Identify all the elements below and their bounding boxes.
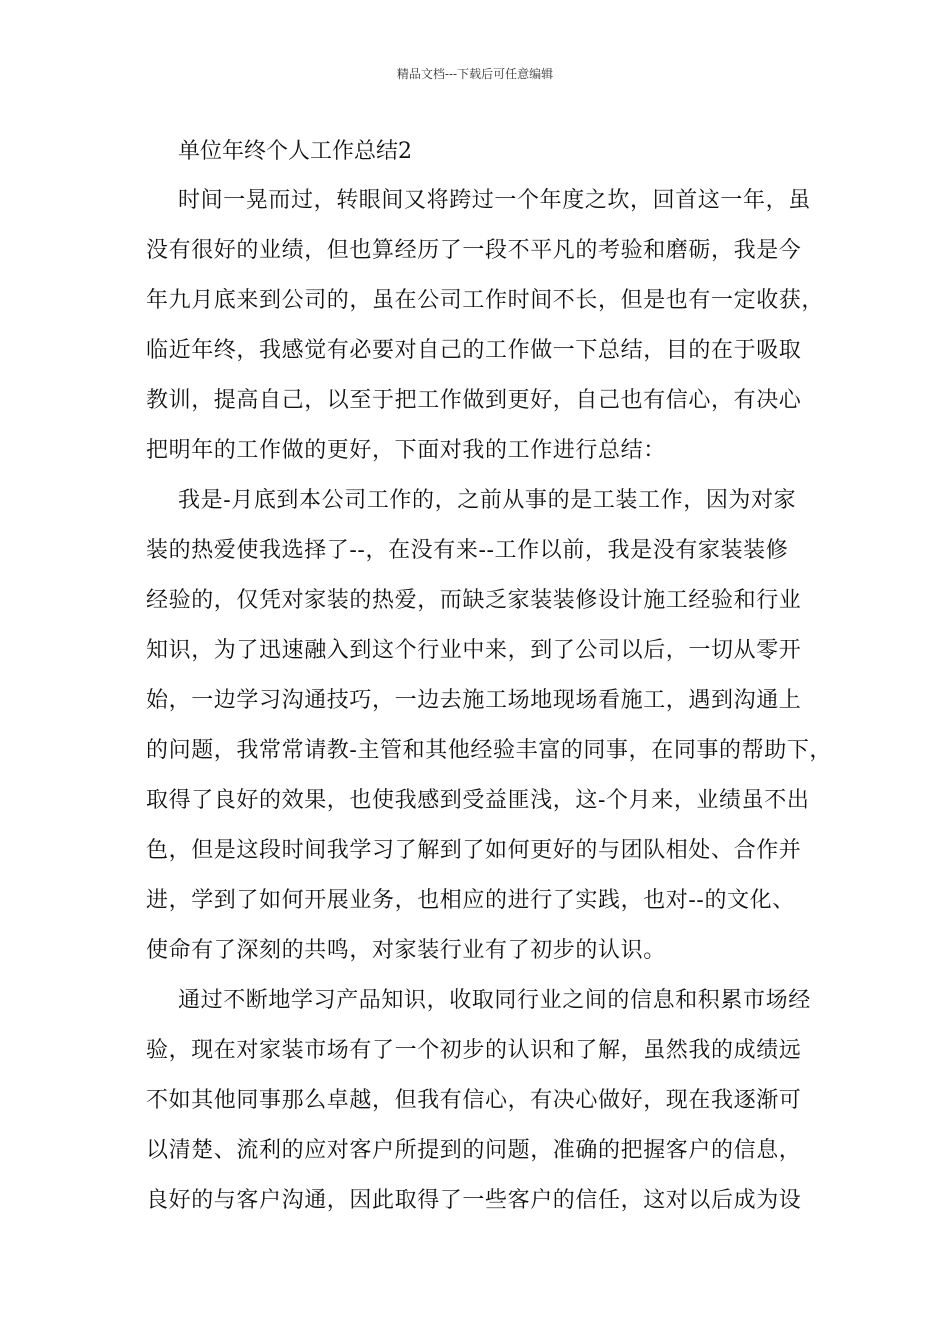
paragraph-3-line: 通过不断地学习产品知识，收取同行业之间的信息和积累市场经	[178, 988, 811, 1013]
paragraph-2-line: 进，学到了如何开展业务，也相应的进行了实践，也对--的文化、	[146, 888, 795, 913]
paragraph-2-line: 知识，为了迅速融入到这个行业中来，到了公司以后，一切从零开	[146, 638, 802, 663]
paragraph-3-line: 验，现在对家装市场有了一个初步的认识和了解，虽然我的成绩远	[146, 1038, 802, 1063]
paragraph-2-line: 我是-月底到本公司工作的，之前从事的是工装工作，因为对家	[178, 488, 797, 513]
page-header: 精品文档---下载后可任意编辑	[396, 67, 554, 81]
paragraph-1-line: 教训，提高自己，以至于把工作做到更好，自己也有信心，有决心	[146, 388, 802, 413]
paragraph-1-line: 年九月底来到公司的，虽在公司工作时间不长，但是也有一定收获，	[146, 288, 825, 313]
paragraph-3-line: 以清楚、流利的应对客户所提到的问题，准确的把握客户的信息，	[146, 1138, 802, 1163]
paragraph-2-line: 的问题，我常常请教-主管和其他经验丰富的同事，在同事的帮助下，	[146, 738, 833, 763]
paragraph-1-line: 临近年终，我感觉有必要对自己的工作做一下总结，目的在于吸取	[146, 338, 802, 363]
paragraph-2-line: 装的热爱使我选择了--，在没有来--工作以前，我是没有家装装修	[146, 538, 789, 563]
paragraph-1-line: 把明年的工作做的更好，下面对我的工作进行总结：	[146, 438, 666, 463]
paragraph-2-line: 取得了良好的效果，也使我感到受益匪浅，这-个月来，业绩虽不出	[146, 788, 810, 813]
paragraph-3-line: 良好的与客户沟通，因此取得了一些客户的信任，这对以后成为设	[146, 1188, 802, 1213]
paragraph-2-line: 使命有了深刻的共鸣，对家装行业有了初步的认识。	[146, 938, 666, 963]
paragraph-1-line: 时间一晃而过，转眼间又将跨过一个年度之坎，回首这一年，虽	[178, 188, 811, 213]
paragraph-1-line: 没有很好的业绩，但也算经历了一段不平凡的考验和磨砺，我是今	[146, 238, 802, 263]
paragraph-2-line: 始，一边学习沟通技巧，一边去施工场地现场看施工，遇到沟通上	[146, 688, 802, 713]
document-title: 单位年终个人工作总结2	[178, 139, 412, 164]
paragraph-3-line: 不如其他同事那么卓越，但我有信心，有决心做好，现在我逐渐可	[146, 1088, 802, 1113]
paragraph-2-line: 色，但是这段时间我学习了解到了如何更好的与团队相处、合作并	[146, 838, 802, 863]
paragraph-2-line: 经验的，仅凭对家装的热爱，而缺乏家装装修设计施工经验和行业	[146, 588, 802, 613]
